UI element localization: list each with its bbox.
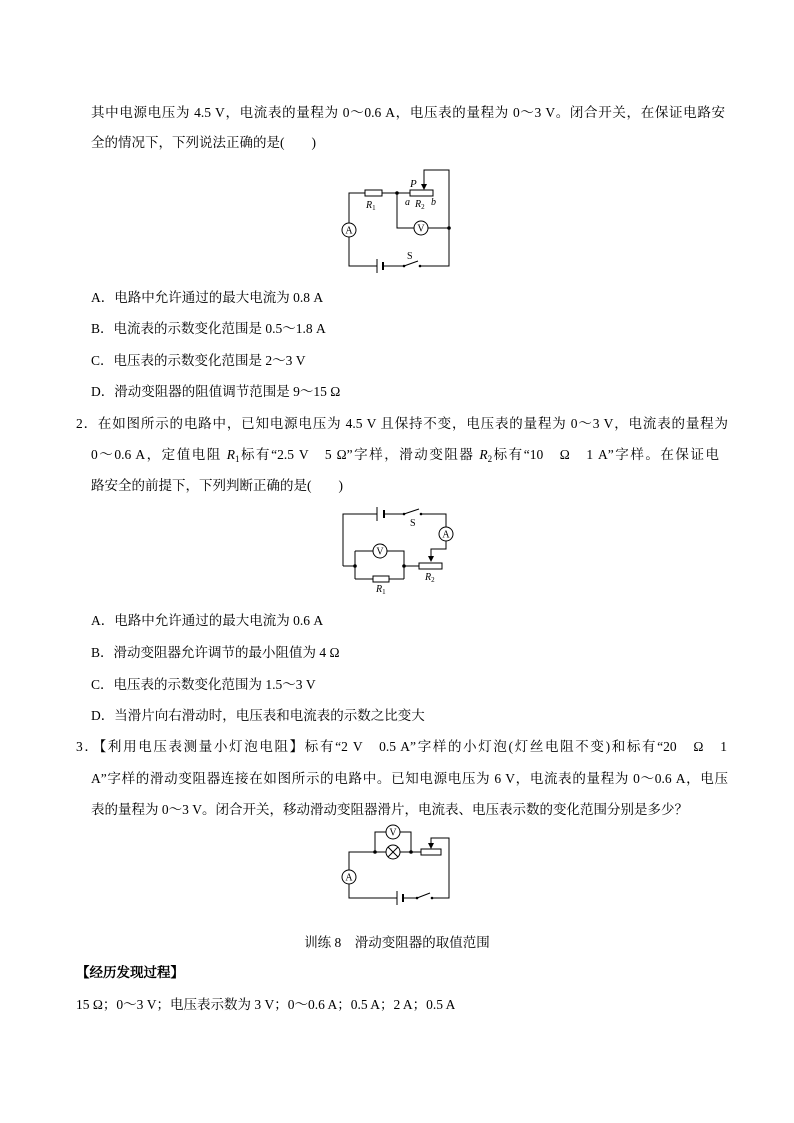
ammeter-label: A (442, 529, 450, 541)
junction-dot (447, 226, 451, 230)
rheostat-r2-label (424, 572, 435, 584)
voltmeter-label: V (389, 827, 397, 839)
circuit-wires (349, 832, 449, 898)
circuit-diagram-2 (335, 500, 460, 600)
question-1-option-c: C．电压表的示数变化范围是 2～3 V (91, 353, 306, 368)
rheostat-r2-letter: R (415, 199, 422, 210)
section-title: 训练 8 滑动变阻器的取值范围 (304, 935, 490, 950)
question-3-stem-line-3: 表的量程为 0～3 V。闭合开关，移动滑动变阻器滑片，电流表、电压表示数的变化范围分别是多少？ (91, 802, 688, 817)
rheostat-r2-symbol (419, 563, 442, 569)
rheostat-r2-symbol (410, 190, 433, 196)
rheostat-end-a-label: a (405, 197, 410, 208)
junction-dot (373, 850, 377, 854)
circuit-diagram-1 (340, 160, 460, 275)
switch-label: S (410, 518, 416, 529)
resistor-r1-label (375, 584, 386, 596)
ammeter-label: A (345, 225, 353, 237)
question-2-stem-line-1: 2．在如图所示的电路中，已知电源电压为 4.5 V 且保持不变，电压表的量程为 0～3 V，电流表的量程为 (76, 416, 728, 431)
junction-dot (395, 191, 399, 195)
question-3-stem-line-2: A”字样的滑动变阻器连接在如图所示的电路中。已知电源电压为 6 V，电流表的量程为 0～0.6 A，电压 (91, 771, 728, 786)
resistor-r1-letter: R (376, 584, 383, 595)
slider-arrowhead (428, 843, 434, 849)
switch-label: S (407, 251, 413, 262)
answer-line-1: 15 Ω；0～3 V；电压表示数为 3 V；0～0.6 A；0.5 A；2 A；0.5 A (76, 997, 456, 1012)
slider-arrowhead (428, 556, 434, 562)
resistor-r1-letter: R (366, 200, 373, 211)
switch-contact (419, 265, 422, 268)
voltmeter-label: V (417, 223, 425, 235)
r2-symbol-letter: R (479, 447, 488, 462)
rheostat-r2-subscript: 2 (421, 203, 425, 211)
junction-dot (402, 564, 406, 568)
question-2-option-b: B．滑动变阻器允许调节的最小阻值为 4 Ω (91, 645, 340, 660)
question-1-option-a: A．电路中允许通过的最大电流为 0.8 A (91, 290, 324, 305)
question-2-option-d: D．当滑片向右滑动时，电压表和电流表的示数之比变大 (91, 708, 425, 723)
question-2-stem-line-3: 路安全的前提下，下列判断正确的是( ) (91, 478, 343, 493)
circuit-wires (349, 170, 449, 266)
r2-symbol-subscript: 2 (487, 454, 493, 464)
rheostat-r2-subscript: 2 (431, 576, 435, 584)
ammeter-label: A (345, 872, 353, 884)
question-1-stem-line-1: 其中电源电压为 4.5 V，电流表的量程为 0～0.6 A，电压表的量程为 0～3 V。闭合开关，在保证电路安 (91, 105, 725, 120)
resistor-r1-symbol (373, 576, 389, 582)
question-2-stem-line-2 (91, 445, 719, 465)
question-1-stem-line-2: 全的情况下，下列说法正确的是( ) (91, 135, 316, 150)
question-1-option-d: D．滑动变阻器的阻值调节范围是 9～15 Ω (91, 384, 341, 399)
resistor-r1-subscript: 1 (382, 588, 386, 596)
switch-lever (417, 893, 430, 898)
rheostat-symbol (421, 849, 441, 855)
rheostat-r2-letter: R (425, 572, 432, 583)
rheostat-end-b-label: b (431, 197, 436, 208)
circuit-diagram-3 (335, 818, 460, 913)
rheostat-r2-label (414, 199, 425, 211)
slider-label: P (410, 178, 417, 190)
resistor-r1-subscript: 1 (372, 204, 376, 212)
r1-symbol-letter: R (226, 447, 235, 462)
switch-contact (420, 513, 423, 516)
switch-contact (431, 897, 434, 900)
junction-dot (353, 564, 357, 568)
subsection-heading: 【经历发现过程】 (76, 965, 184, 980)
resistor-r1-symbol (365, 190, 382, 196)
slider-arrowhead (421, 184, 427, 190)
question-1-option-b: B．电流表的示数变化范围是 0.5～1.8 A (91, 321, 326, 336)
question-2-option-a: A．电路中允许通过的最大电流为 0.6 A (91, 613, 324, 628)
resistor-r1-label (365, 200, 376, 212)
r1-symbol-subscript: 1 (234, 454, 240, 464)
stem-text: 标有“10 Ω 1 A”字样。在保证电 (492, 447, 719, 462)
junction-dot (409, 850, 413, 854)
question-2-option-c: C．电压表的示数变化范围为 1.5～3 V (91, 677, 316, 692)
switch-lever (404, 509, 419, 514)
stem-text: 标有“2.5 V 5 Ω”字样，滑动变阻器 (239, 447, 480, 462)
question-3-stem-line-1: 3．【利用电压表测量小灯泡电阻】标有“2 V 0.5 A”字样的小灯泡(灯丝电阻不变)和标有“20 Ω 1 (76, 739, 727, 754)
stem-text: 0～0.6 A，定值电阻 (91, 447, 227, 462)
voltmeter-label: V (376, 546, 384, 558)
